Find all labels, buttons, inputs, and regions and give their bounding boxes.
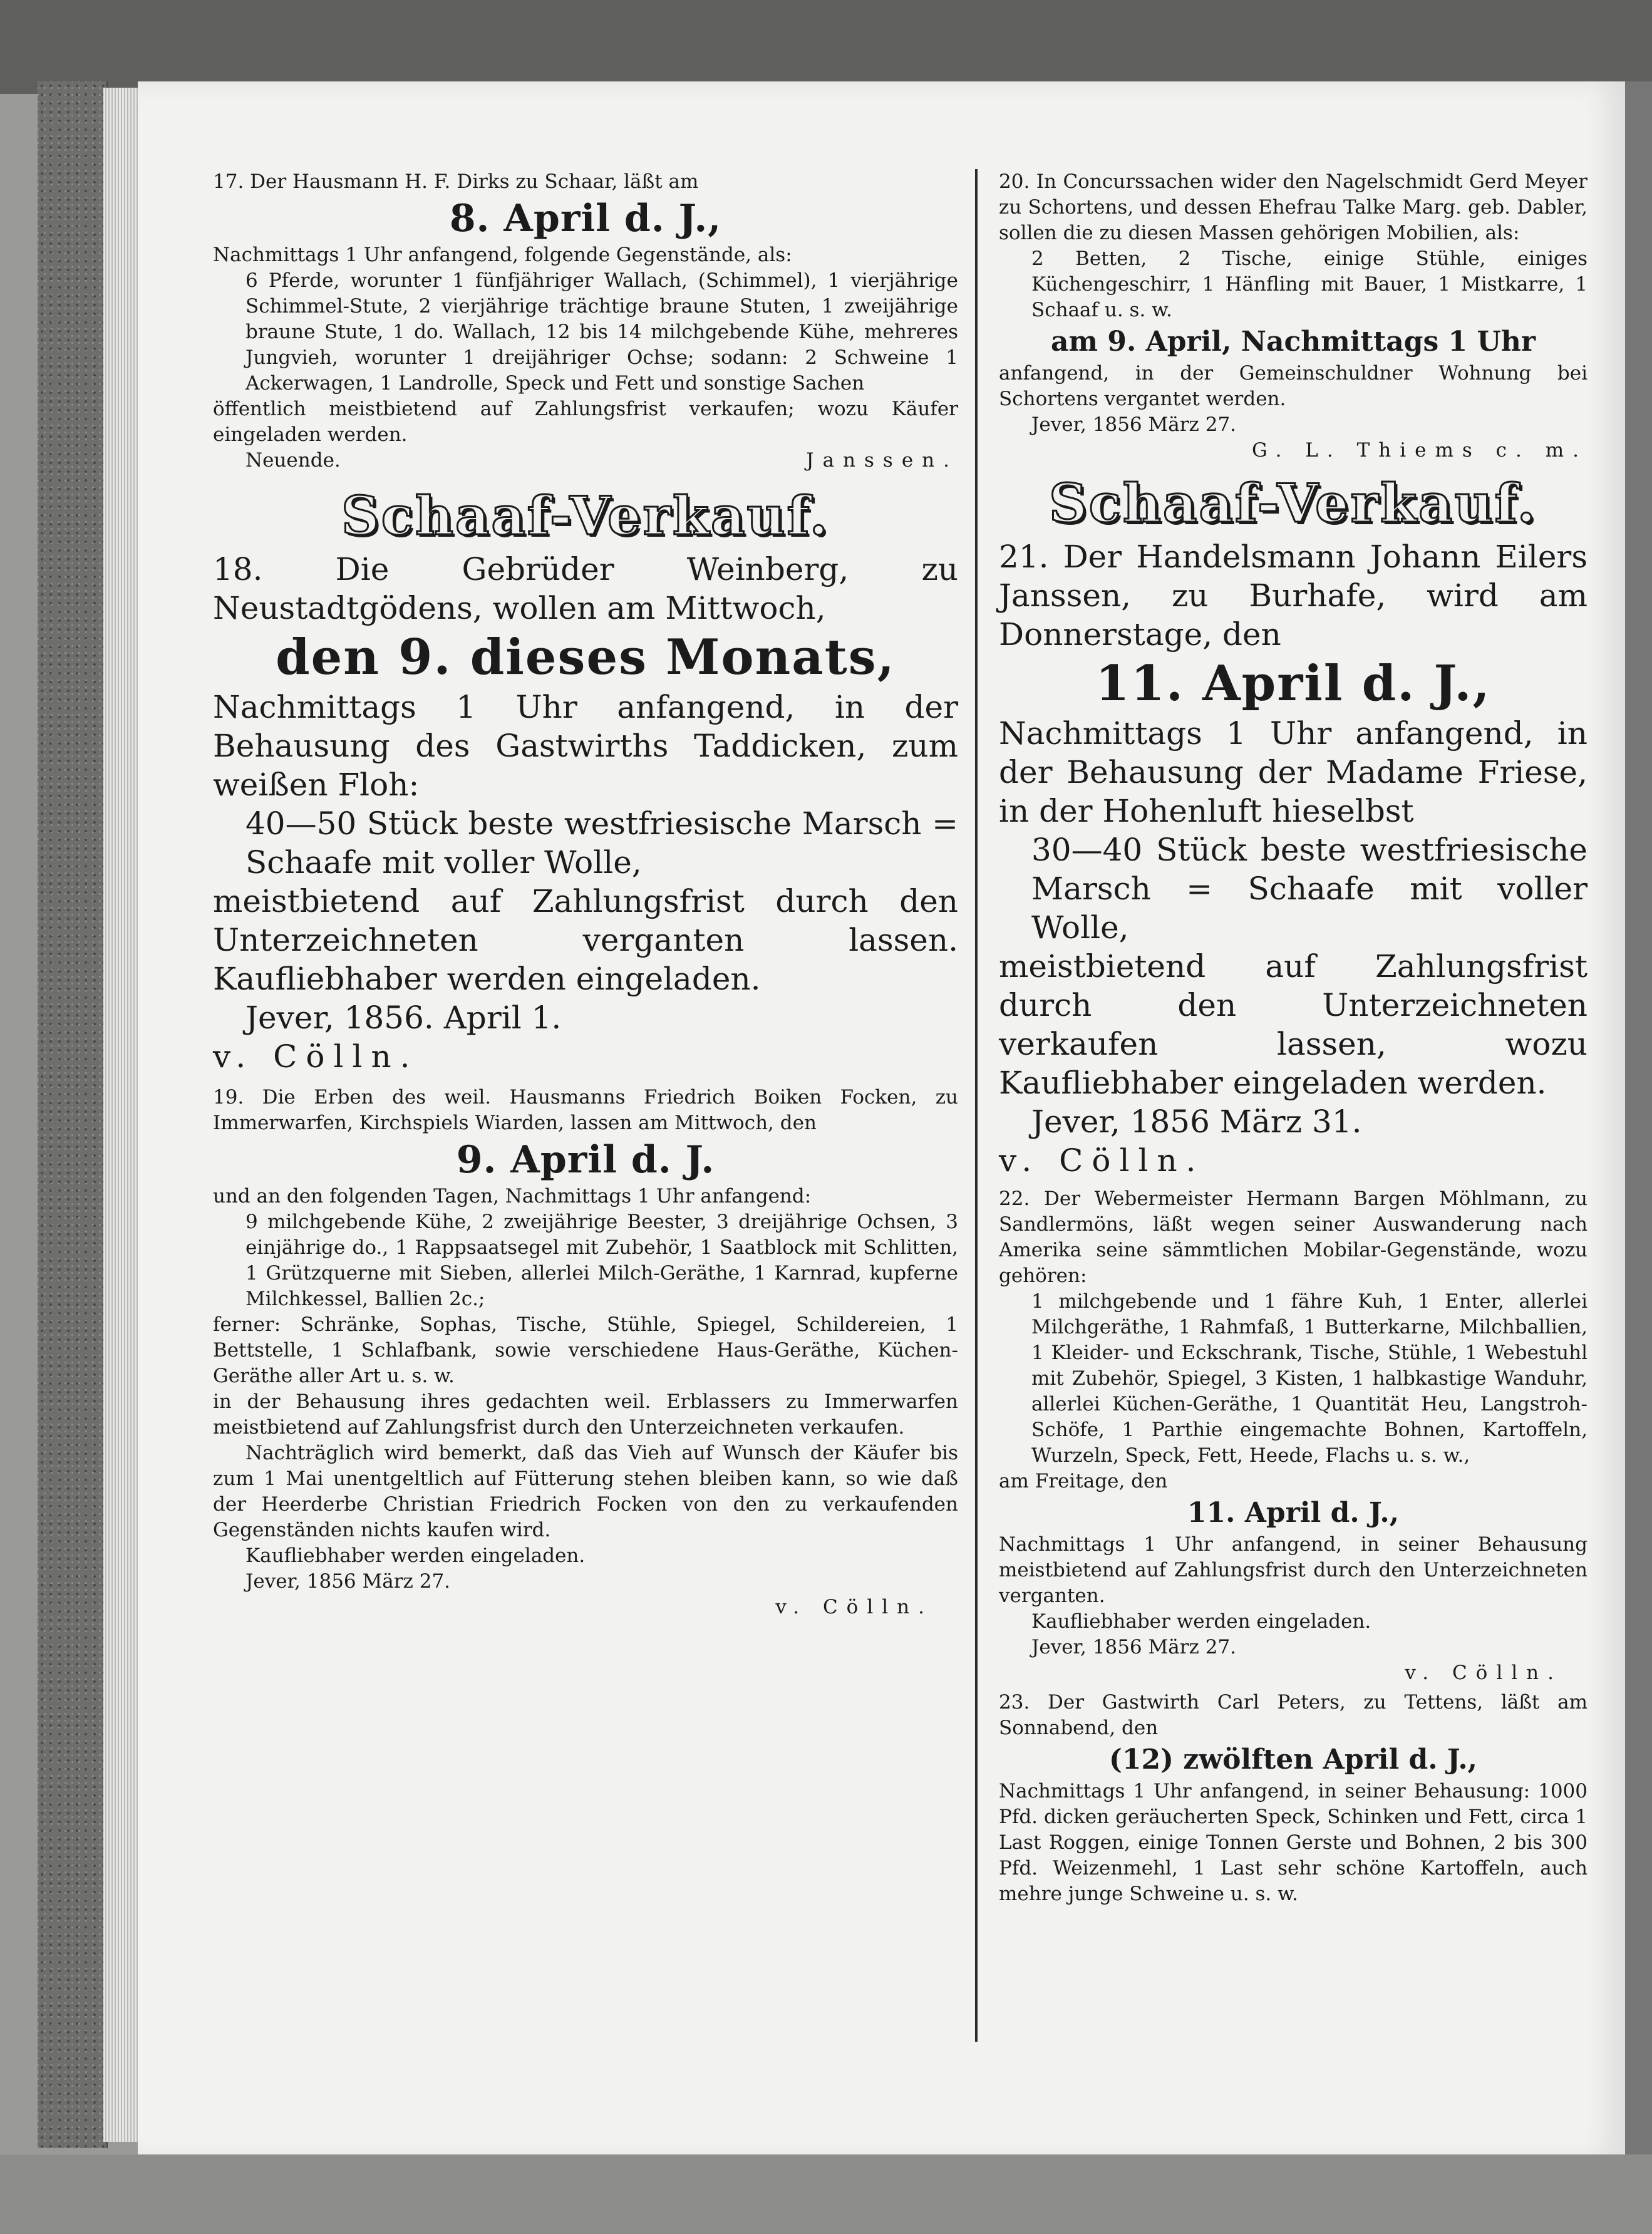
notice-19 [213,1085,958,1620]
notice-19-closing: in der Behausung ihres gedachten weil. Erblassers zu Immerwarfen meistbietend auf Zahlungsfrist durch den Unterzeichneten verkaufen. [213,1390,958,1439]
notice-19-date: 9. April d. J. [456,1138,715,1182]
scan-right-edge [1625,81,1652,2161]
notice-20-intro: 20. In Concurssachen wider den Nagelschmidt Gerd Meyer zu Schortens, und dessen Ehefrau Talke Marg. geb. Dabler, sollen die zu diesen Massen gehörigen Mobilien, als: [999,170,1587,244]
notice-22-items: 1 milchgebende und 1 fähre Kuh, 1 Enter, allerlei Milchgeräthe, 1 Rahmfaß, 1 Butterkarne, Milchballien, 1 Kleider- und Eckschrank, Tische, Stühle, 1 Webestuhl mit Zubehör, Spiegel, 3 Kisten, 1 halbkastige Wanduhr, allerlei Küchen-Geräthe, 1 Quantität Heu, Langstroh-Schöfe, 1 Parthie eingemachte Bohnen, Kartoffeln, Wurzeln, Speck, Fett, Heede, Flachs u. s. w., [1031,1290,1587,1467]
notice-18-closing: meistbietend auf Zahlungsfrist durch den Unterzeichneten verganten lassen. Kaufliebhaber werden eingeladen. [213,883,958,997]
notice-19-invite: Kaufliebhaber werden eingeladen. [245,1544,586,1567]
notice-21-date: 11. April d. J., [1095,655,1491,712]
notice-21-intro: 21. Der Handelsmann Johann Eilers Janssen, zu Burhafe, wird am Donnerstage, den [999,539,1587,653]
notice-19-note: Nachträglich wird bemerkt, daß das Vieh auf Wunsch der Käufer bis zum 1 Mai unentgeltlich auf Fütterung stehen bleiben kann, so wie daß der Heerderbe Christian Friedrich Focken von den zu verkaufenden Gegenständen nichts kaufen wird. [213,1442,958,1541]
notice-18-items: 40—50 Stück beste westfriesische Marsch = Schaafe mit voller Wolle, [245,805,958,881]
notice-17-closing: öffentlich meistbietend auf Zahlungsfrist verkaufen; wozu Käufer eingeladen werden. [213,398,958,446]
notice-20-closing: anfangend, in der Gemeinschuldner Wohnung bei Schortens vergantet werden. [999,362,1587,410]
scan-bottom-edge [0,2154,1652,2234]
notice-23-intro: 23. Der Gastwirth Carl Peters, zu Tettens, läßt am Sonnabend, den [999,1691,1587,1739]
notice-19-after: und an den folgenden Tagen, Nachmittags 1 Uhr anfangend: [213,1185,812,1207]
notice-22 [999,1186,1587,1686]
notice-20 [999,169,1587,463]
notice-22-invite: Kaufliebhaber werden eingeladen. [1031,1610,1371,1633]
notice-17-signer: Janssen. [806,449,958,472]
notice-21 [999,470,1587,1180]
page-edges [103,88,141,2142]
column-rule [975,169,978,2042]
notice-17-after: Nachmittags 1 Uhr anfangend, folgende Gegenstände, als: [213,244,792,266]
notice-17-intro: 17. Der Hausmann H. F. Dirks zu Schaar, läßt am [213,170,699,193]
notice-18-time: Nachmittags 1 Uhr anfangend, in der Behausung des Gastwirths Taddicken, zum weißen Floh: [213,689,958,803]
notice-22-dateline: Jever, 1856 März 27. [1031,1636,1237,1658]
notice-20-date: am 9. April, Nachmittags 1 Uhr [1050,326,1536,358]
notice-19-dateline: Jever, 1856 März 27. [245,1570,451,1593]
notice-18 [213,482,958,1076]
notice-20-dateline: Jever, 1856 März 27. [1031,413,1237,436]
notice-19-signer: v. Cölln. [775,1596,933,1618]
notice-20-items: 2 Betten, 2 Tische, einige Stühle, einiges Küchengeschirr, 1 Hänfling mit Bauer, 1 Mistkarre, 1 Schaaf u. s. w. [1031,247,1587,321]
notice-18-date: den 9. dieses Monats, [276,629,896,686]
notice-21-time: Nachmittags 1 Uhr anfangend, in der Behausung der Madame Friese, in der Hohenluft hieselbst [999,715,1587,829]
notice-17 [213,169,958,473]
notice-19-items: 9 milchgebende Kühe, 2 zweijährige Beester, 3 dreijährige Ochsen, 3 einjährige do., 1 Rappsaatsegel mit Zubehör, 1 Saatblock mit Schlitten, 1 Grützquerne mit Sieben, allerlei Milch-Geräthe, 1 Karnrad, kupferne Milchkessel, Ballien 2c.; [245,1211,958,1310]
notice-18-intro: 18. Die Gebrüder Weinberg, zu Neustadtgödens, wollen am Mittwoch, [213,551,958,626]
notice-21-signer: v. Cölln. [999,1142,1205,1179]
book-cover-marbled [38,81,108,2148]
notice-22-intro: 22. Der Webermeister Hermann Bargen Möhlmann, zu Sandlermöns, läßt wegen seiner Auswanderung nach Amerika seine sämmtlichen Mobilar-Gegenstände, wozu gehören: [999,1187,1587,1287]
notice-17-place: Neuende. [245,449,341,472]
notice-17-date: 8. April d. J., [449,197,722,240]
notice-22-pre: am Freitage, den [999,1470,1168,1492]
notice-21-closing: meistbietend auf Zahlungsfrist durch den Unterzeichneten verkaufen lassen, wozu Kaufliebhaber eingeladen werden. [999,948,1587,1101]
notice-18-dateline: Jever, 1856. April 1. [245,1000,562,1036]
notice-22-signer: v. Cölln. [1405,1662,1562,1684]
scan-background [0,0,1652,94]
notice-18-signer: v. Cölln. [213,1038,419,1075]
notice-21-dateline: Jever, 1856 März 31. [1031,1104,1362,1140]
notice-21-items: 30—40 Stück beste westfriesische Marsch = Schaafe mit voller Wolle, [1031,832,1587,946]
notice-23-closing: Nachmittags 1 Uhr anfangend, in seiner Behausung: 1000 Pfd. dicken geräucherten Speck, Schinken und Fett, circa 1 Last Roggen, einige Tonnen Gerste und Bohnen, 2 bis 300 Pfd. Weizenmehl, 1 Last sehr schöne Kartoffeln, auch mehre junge Schweine u. s. w. [999,1780,1587,1905]
notice-18-title: Schaaf-Verkauf. [341,485,830,547]
right-column [999,169,1587,1907]
left-column [213,169,958,1620]
notice-22-closing: Nachmittags 1 Uhr anfangend, in seiner Behausung meistbietend auf Zahlungsfrist durch den Unterzeichneten verganten. [999,1533,1587,1607]
notice-22-date: 11. April d. J., [1187,1497,1400,1529]
notice-20-signer: G. L. Thiems c. m. [1251,439,1587,462]
notice-21-title: Schaaf-Verkauf. [1049,472,1537,534]
notice-17-footer [213,448,958,473]
notice-23 [999,1690,1587,1907]
notice-23-date: (12) zwölften April d. J., [1109,1744,1477,1776]
notice-17-items: 6 Pferde, worunter 1 fünfjähriger Wallach, (Schimmel), 1 vierjährige Schimmel-Stute, 2 vierjährige trächtige braune Stuten, 1 zweijährige braune Stute, 1 do. Wallach, 12 bis 14 milchgebende Kühe, mehreres Jungvieh, worunter 1 dreijähriger Ochse; sodann: 2 Schweine 1 Ackerwagen, 1 Landrolle, Speck und Fett und sonstige Sachen [245,269,958,395]
notice-19-intro: 19. Die Erben des weil. Hausmanns Friedrich Boiken Focken, zu Immerwarfen, Kirchspiels Wiarden, lassen am Mittwoch, den [213,1086,958,1134]
notice-19-ferner: ferner: Schränke, Sophas, Tische, Stühle, Spiegel, Schildereien, 1 Bettstelle, 1 Schlafbank, sowie verschiedene Haus-Geräthe, Küchen-Geräthe aller Art u. s. w. [213,1313,958,1387]
newspaper-page [138,81,1625,2161]
